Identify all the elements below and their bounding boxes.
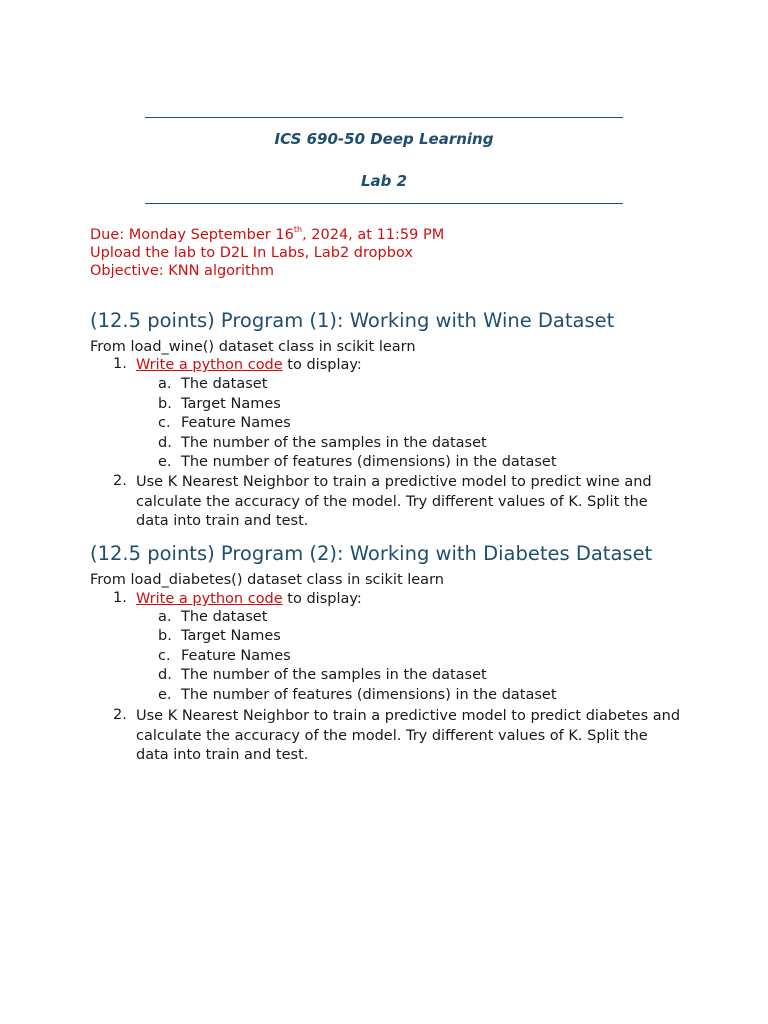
objective: Objective: KNN algorithm: [90, 263, 275, 279]
sub-letter: c.: [158, 648, 171, 664]
list-item-rest: to display:: [282, 591, 362, 607]
list-item-text: [136, 590, 681, 610]
sub-letter: d.: [158, 667, 172, 683]
sub-letter: b.: [158, 396, 172, 412]
list-number: 2.: [113, 707, 127, 723]
sub-item: The dataset: [181, 609, 268, 625]
sub-letter: e.: [158, 687, 172, 703]
course-title: ICS 690-50 Deep Learning: [274, 130, 494, 148]
list-item-text: Use K Nearest Neighbor to train a predictive model to predict wine and calculate the accuracy of the model. Try different values of K. Split the data into train and test.: [136, 474, 652, 529]
sub-item: The dataset: [181, 376, 268, 392]
due-suffix: , 2024, at 11:59 PM: [302, 227, 445, 243]
sub-letter: e.: [158, 454, 172, 470]
due-date: [90, 226, 444, 244]
bottom-rule: [145, 203, 623, 204]
sub-item: The number of the samples in the dataset: [181, 435, 487, 451]
sub-item: Feature Names: [181, 648, 291, 664]
due-superscript: th: [293, 225, 303, 235]
list-number: 2.: [113, 473, 127, 489]
sub-letter: c.: [158, 415, 171, 431]
sub-letter: d.: [158, 435, 172, 451]
due-prefix: Due: Monday September 16: [90, 227, 294, 243]
list-number: 1.: [113, 356, 127, 372]
section-heading-wine: (12.5 points) Program (1): Working with Wine Dataset: [90, 309, 615, 332]
section-intro-diabetes: From load_diabetes() dataset class in scikit learn: [90, 572, 444, 588]
sub-item: Feature Names: [181, 415, 291, 431]
lab-title: Lab 2: [360, 172, 408, 190]
python-code-link[interactable]: Write a python code: [136, 591, 283, 607]
top-rule: [145, 117, 623, 118]
upload-instructions: Upload the lab to D2L In Labs, Lab2 dropbox: [90, 245, 413, 261]
sub-letter: a.: [158, 609, 172, 625]
sub-item: Target Names: [181, 396, 281, 412]
sub-item: The number of features (dimensions) in the dataset: [181, 454, 557, 470]
sub-item: The number of features (dimensions) in the dataset: [181, 687, 557, 703]
sub-letter: a.: [158, 376, 172, 392]
section-heading-diabetes: (12.5 points) Program (2): Working with Diabetes Dataset: [90, 542, 653, 565]
list-number: 1.: [113, 590, 127, 606]
list-item-rest: to display:: [282, 357, 362, 373]
sub-item: Target Names: [181, 628, 281, 644]
sub-item: The number of the samples in the dataset: [181, 667, 487, 683]
python-code-link[interactable]: Write a python code: [136, 357, 283, 373]
sub-letter: b.: [158, 628, 172, 644]
list-item-text: Use K Nearest Neighbor to train a predictive model to predict diabetes and calculate the accuracy of the model. Try different values of K. Split the data into train and test.: [136, 708, 681, 763]
list-item-text: [136, 356, 681, 376]
section-intro-wine: From load_wine() dataset class in scikit learn: [90, 339, 416, 355]
